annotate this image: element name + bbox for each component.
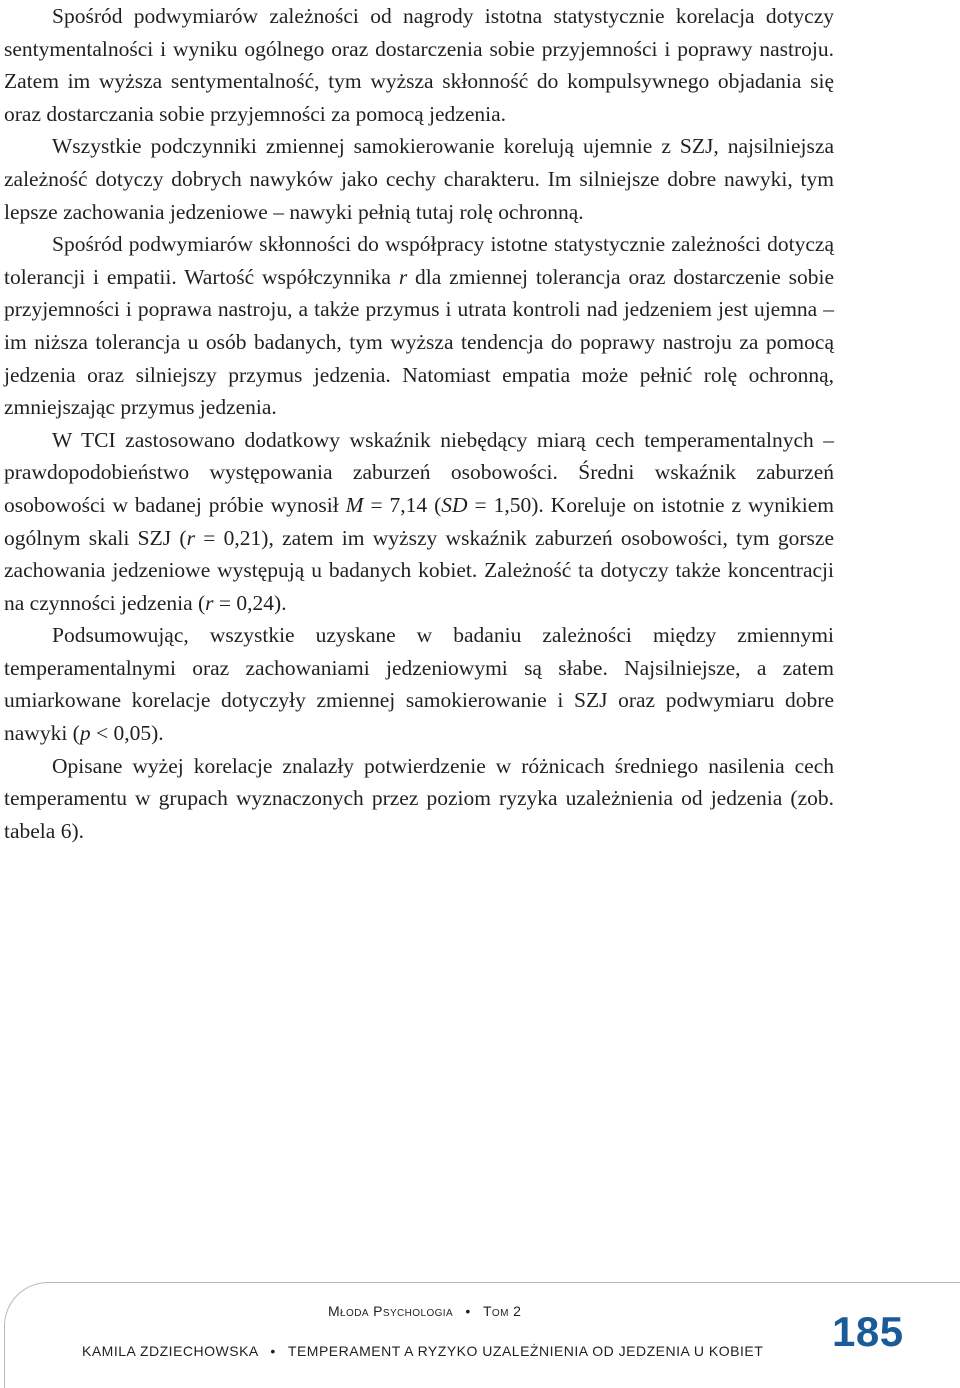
running-head-journal <box>328 1303 521 1319</box>
paragraph-personality-disorders: W TCI zastosowano dodatkowy wskaźnik niebędący miarą cech temperamentalnych – prawdopodobieństwo występowania zaburzeń osobowości. Średni wskaźnik zaburzeń osobowości w badanej próbie wynosił M = 7,14 (SD = 1,50). Koreluje on istotnie z wynikiem ogólnym skali SZJ (r = 0,21), zatem im wyższy wskaźnik zaburzeń osobowości, tym gorsze zachowania jedzeniowe występują u badanych kobiet. Zależność ta dotyczy także koncentracji na czynności jedzenia (r = 0,24). <box>4 427 834 615</box>
bullet-separator: • <box>270 1343 276 1359</box>
paragraph-cooperativeness: Spośród podwymiarów skłonności do współpracy istotne statystycznie zależności dotyczą tolerancji i empatii. Wartość współczynnika r dla zmiennej tolerancja oraz dostarczenie sobie przyjemności i poprawa nastroju, a także przymus i utrata kontroli nad jedzeniem jest ujemna – im niższa tolerancja u osób badanych, tym wyższa tendencja do poprawy nastroju za pomocą jedzenia oraz silniejszy przymus jedzenia. Natomiast empatia może pełnić rolę ochronną, zmniejszając przymus jedzenia. <box>4 232 834 420</box>
bullet-separator: • <box>465 1303 471 1319</box>
paragraph-reward-dependence: Spośród podwymiarów zależności od nagrody istotna statystycznie korelacja dotyczy sentymentalności i wyniku ogólnego oraz dostarczenia sobie przyjemności i poprawy nastroju. Zatem im wyższa sentymentalność, tym wyższa skłonność do kompulsywnego objadania się oraz dostarczania sobie przyjemności za pomocą jedzenia. <box>4 4 834 126</box>
paragraph-table-reference: Opisane wyżej korelacje znalazły potwierdzenie w różnicach średniego nasilenia cech temperamentu w grupach wyznaczonych przez poziom ryzyka uzależnienia od jedzenia (zob. tabela 6). <box>4 753 834 843</box>
running-head-author <box>82 1343 763 1359</box>
author-name: KAMILA ZDZIECHOWSKA <box>82 1343 258 1359</box>
journal-name: Młoda Psychologia <box>328 1303 454 1319</box>
article-title: TEMPERAMENT A RYZYKO UZALEŻNIENIA OD JEDZENIA U KOBIET <box>287 1343 764 1359</box>
paragraph-summary: Podsumowując, wszystkie uzyskane w badaniu zależności między zmiennymi temperamentalnymi oraz zachowaniami jedzeniowymi są słabe. Najsilniejsze, a zatem umiarkowane korelacje dotyczyły zmiennej samokierowanie i SZJ oraz podwymiaru dobre nawyki (p < 0,05). <box>4 623 834 746</box>
article-body <box>4 0 834 847</box>
journal-volume: Tom 2 <box>482 1303 522 1319</box>
paragraph-self-directedness: Wszystkie podczynniki zmiennej samokierowanie korelują ujemnie z SZJ, najsilniejsza zależność dotyczy dobrych nawyków jako cechy charakteru. Im silniejsze dobre nawyki, tym lepsze zachowania jedzeniowe – nawyki pełnią tutaj rolę ochronną. <box>4 134 834 224</box>
page-number: 185 <box>832 1308 904 1355</box>
footer-frame <box>4 1282 960 1388</box>
